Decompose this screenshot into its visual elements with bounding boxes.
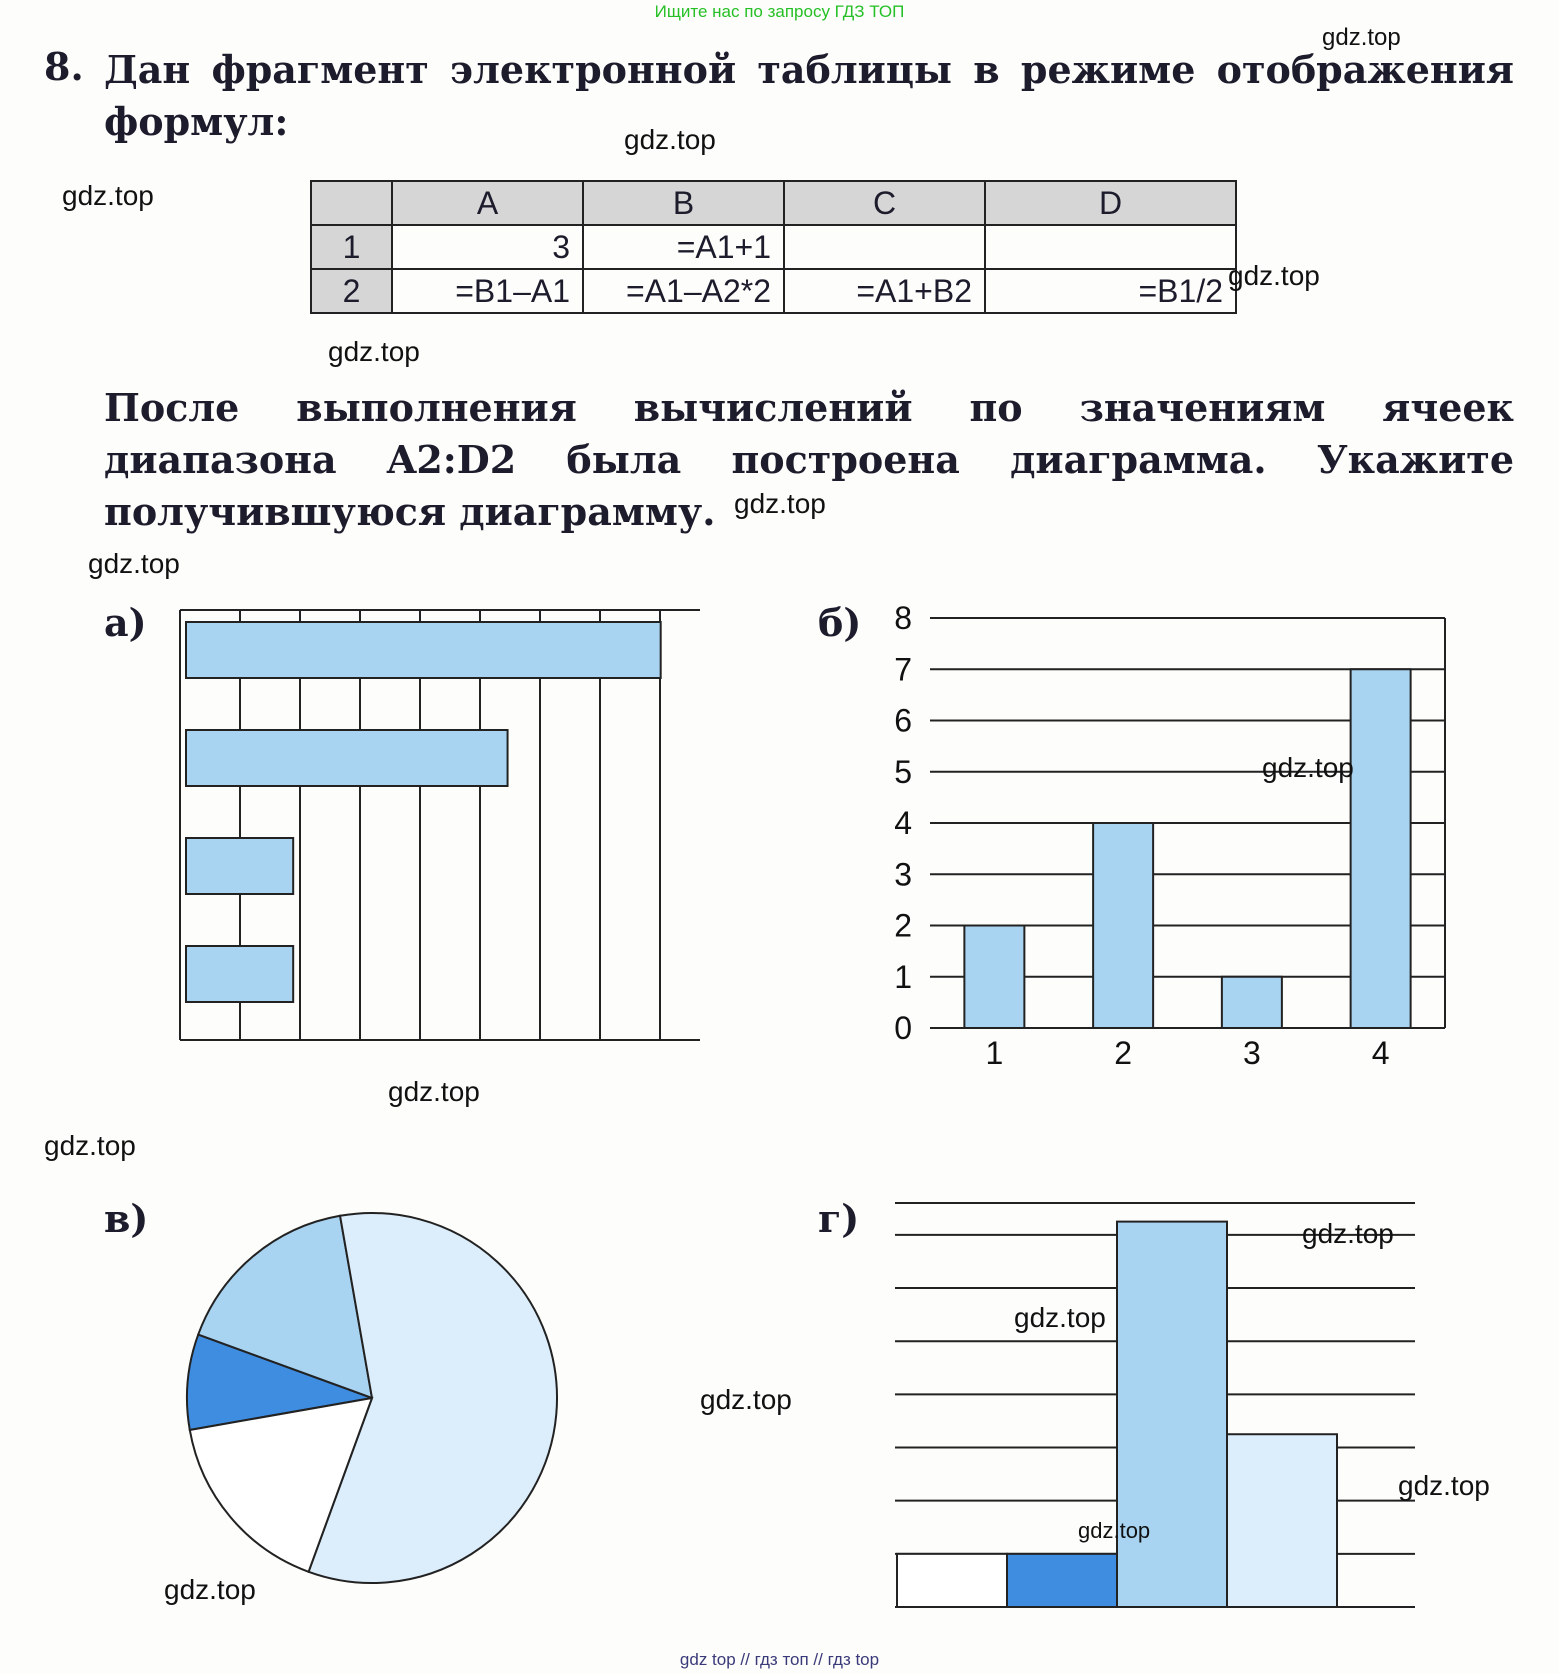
cell-c2: =A1+B2: [784, 269, 985, 313]
bar-3: [1222, 977, 1282, 1028]
column-header-a: A: [392, 181, 583, 225]
bar-3: [1117, 1222, 1227, 1607]
column-header-b: B: [583, 181, 784, 225]
x-tick-label: 3: [1242, 1035, 1261, 1070]
cell-d1: [985, 225, 1236, 269]
option-label-g: г): [818, 1196, 860, 1241]
bar-2: [186, 730, 508, 786]
column-header-d: D: [985, 181, 1236, 225]
option-label-b: б): [818, 600, 862, 645]
watermark: gdz.top: [44, 1130, 136, 1161]
y-tick-label: 6: [894, 702, 912, 739]
bar-3: [186, 838, 293, 894]
cell-c1: [784, 225, 985, 269]
cell-a2: =B1–A1: [392, 269, 583, 313]
bar-4: [1227, 1434, 1337, 1607]
watermark: gdz.top: [1014, 1302, 1106, 1333]
spreadsheet-fragment: [310, 180, 1237, 314]
x-tick-label: 2: [1114, 1035, 1133, 1070]
chart-g-bar: [895, 1195, 1420, 1615]
cell-b2: =A1–A2*2: [583, 269, 784, 313]
question-number: 8.: [44, 44, 84, 89]
watermark: gdz.top: [328, 336, 420, 367]
bar-2: [1007, 1554, 1117, 1607]
cell-b1: =A1+1: [583, 225, 784, 269]
site-banner[interactable]: Ищите нас по запросу ГДЗ ТОП: [654, 2, 905, 21]
x-tick-label: 4: [1371, 1035, 1390, 1070]
y-tick-label: 3: [894, 856, 912, 893]
x-tick-label: 1: [985, 1035, 1004, 1070]
cell-a1: 3: [392, 225, 583, 269]
watermark: gdz.top: [1228, 260, 1320, 291]
chart-a-horizontal-bar: [170, 600, 710, 1060]
cell-d2: =B1/2: [985, 269, 1236, 313]
bar-1: [964, 926, 1024, 1029]
watermark: gdz.top: [734, 488, 826, 519]
watermark: gdz.top: [164, 1574, 256, 1605]
watermark: gdz.top: [1262, 752, 1354, 783]
watermark: gdz.top: [624, 124, 716, 155]
bar-4: [1351, 669, 1411, 1028]
y-tick-label: 4: [894, 805, 912, 841]
corner-cell: [311, 181, 392, 225]
bar-1: [186, 622, 661, 678]
question-text-2: После выполнения вычислений по значениям ячеек диапазона A2:D2 была построена диаграмма. Укажите получившуюся диаграмму.: [104, 385, 1514, 534]
bar-1: [897, 1554, 1007, 1607]
watermark: gdz.top: [88, 548, 180, 579]
watermark: gdz.top: [62, 180, 154, 211]
y-tick-label: 8: [894, 600, 912, 636]
watermark: gdz.top: [700, 1384, 792, 1415]
y-tick-label: 2: [894, 907, 912, 944]
option-label-a: а): [104, 600, 147, 645]
bar-2: [1093, 823, 1153, 1028]
chart-v-pie: [180, 1195, 570, 1605]
bar-4: [186, 946, 293, 1002]
watermark: gdz.top: [388, 1076, 480, 1107]
column-header-c: C: [784, 181, 985, 225]
y-tick-label: 1: [894, 958, 912, 995]
y-tick-label: 5: [894, 753, 912, 790]
y-tick-label: 7: [894, 651, 912, 688]
row-header-2: 2: [311, 269, 392, 313]
question-text: Дан фрагмент электронной таблицы в режиме отображения формул:: [104, 47, 1514, 144]
y-tick-label: 0: [894, 1010, 912, 1046]
option-label-v: в): [104, 1196, 149, 1241]
watermark: gdz.top: [1302, 1218, 1394, 1249]
chart-b-bar: [880, 600, 1450, 1070]
row-header-1: 1: [311, 225, 392, 269]
watermark: gdz.top: [1078, 1518, 1151, 1543]
watermark: gdz.top: [1322, 24, 1401, 51]
site-footer[interactable]: gdz top // гдз топ // гдз top: [679, 1650, 880, 1669]
watermark: gdz.top: [1398, 1470, 1490, 1501]
